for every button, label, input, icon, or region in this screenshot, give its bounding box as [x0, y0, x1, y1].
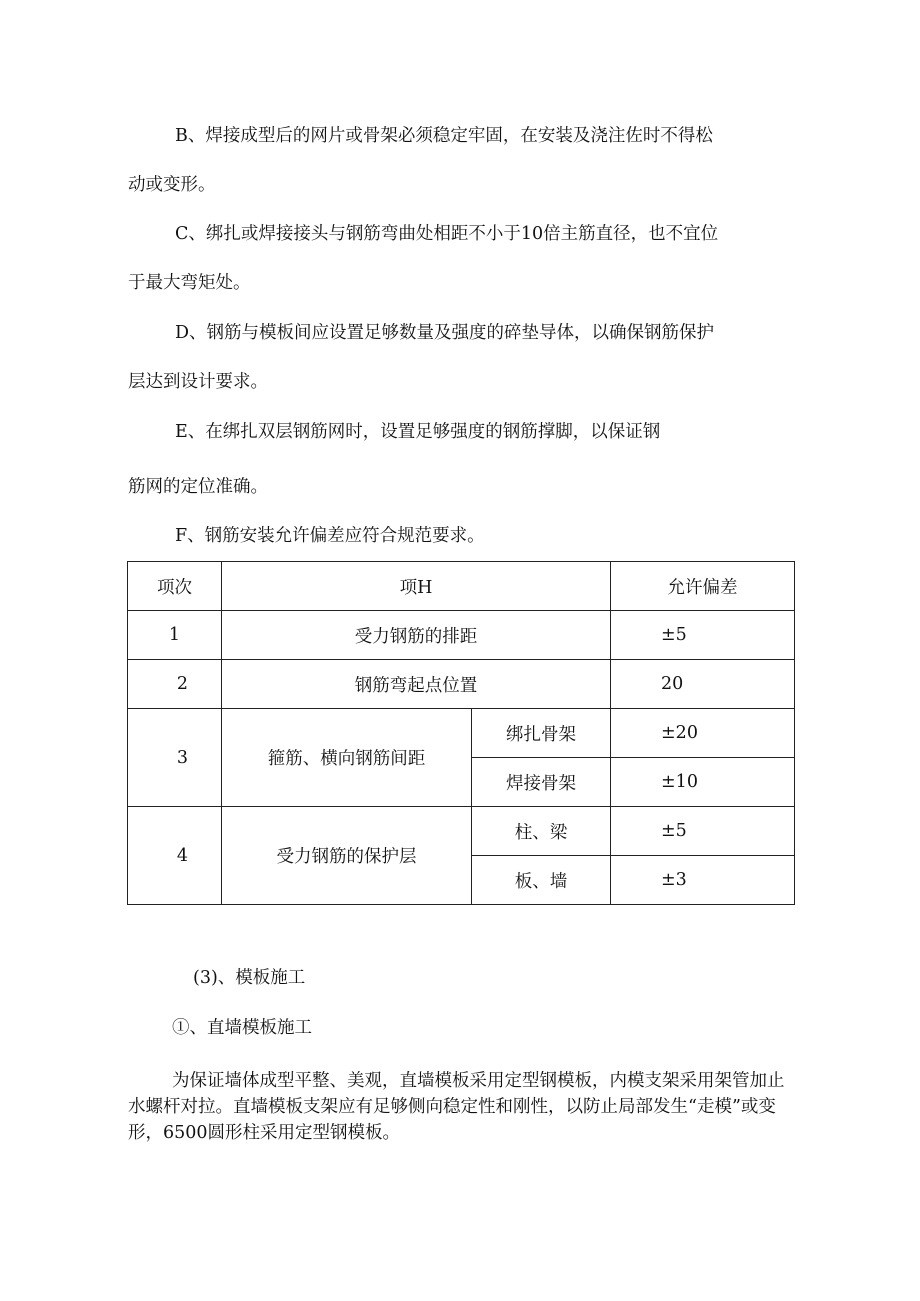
table-header-row	[128, 562, 795, 611]
row-tolerance: 20	[611, 660, 795, 709]
table-row	[128, 660, 795, 709]
header-no: 项次	[128, 562, 222, 611]
row-no: 4	[128, 807, 222, 905]
row-tolerance: ±20	[611, 709, 795, 758]
paragraph-e-line1: E、在绑扎双层钢筋网时，设置足够强度的钢筋撑脚，以保证钢	[175, 422, 661, 442]
section-subheading: ①、直墙模板施工	[172, 1018, 312, 1038]
paragraph-b-line1: B、焊接成型后的网片或骨架必须稳定牢固，在安装及浇注佐时不得松	[175, 126, 713, 146]
paragraph-b-line2: 动或变形。	[128, 175, 216, 195]
header-tolerance: 允许偏差	[611, 562, 795, 611]
paragraph-f-line1: F、钢筋安装允许偏差应符合规范要求。	[175, 526, 485, 546]
row-no: 3	[128, 709, 222, 807]
table-row	[128, 611, 795, 660]
paragraph-d-line2: 层达到设计要求。	[128, 372, 268, 392]
row-sub-label: 焊接骨架	[472, 758, 611, 807]
row-tolerance: ±5	[611, 807, 795, 856]
paragraph-e-line2: 筋网的定位准确。	[128, 477, 268, 497]
tolerance-table	[127, 561, 795, 905]
paragraph-c-line2: 于最大弯矩处。	[128, 273, 251, 293]
section-heading: (3)、模板施工	[193, 968, 306, 988]
row-item: 受力钢筋的保护层	[222, 807, 472, 905]
paragraph-d-line1: D、钢筋与模板间应设置足够数量及强度的碎垫导体，以确保钢筋保护	[175, 323, 715, 343]
row-item: 箍筋、横向钢筋间距	[222, 709, 472, 807]
table-row	[128, 709, 795, 758]
row-tolerance: ±10	[611, 758, 795, 807]
row-sub-label: 柱、梁	[472, 807, 611, 856]
header-item: 项H	[222, 562, 611, 611]
section-body: 为保证墙体成型平整、美观，直墙模板采用定型钢模板，内模支架采用架管加止水螺杆对拉。直墙模板支架应有足够侧向稳定性和刚性，以防止局部发生“走模”或变形，6500圆形柱采用定型钢模板。	[128, 1071, 785, 1143]
row-sub-label: 板、墙	[472, 856, 611, 905]
row-tolerance: ±5	[611, 611, 795, 660]
paragraph-c-line1: C、绑扎或焊接接头与钢筋弯曲处相距不小于10倍主筋直径，也不宜位	[175, 224, 719, 244]
table-row	[128, 807, 795, 856]
row-sub-label: 绑扎骨架	[472, 709, 611, 758]
row-no: 2	[128, 660, 222, 709]
row-item: 钢筋弯起点位置	[222, 660, 611, 709]
row-item: 受力钢筋的排距	[222, 611, 611, 660]
row-no: 1	[128, 611, 222, 660]
row-tolerance: ±3	[611, 856, 795, 905]
